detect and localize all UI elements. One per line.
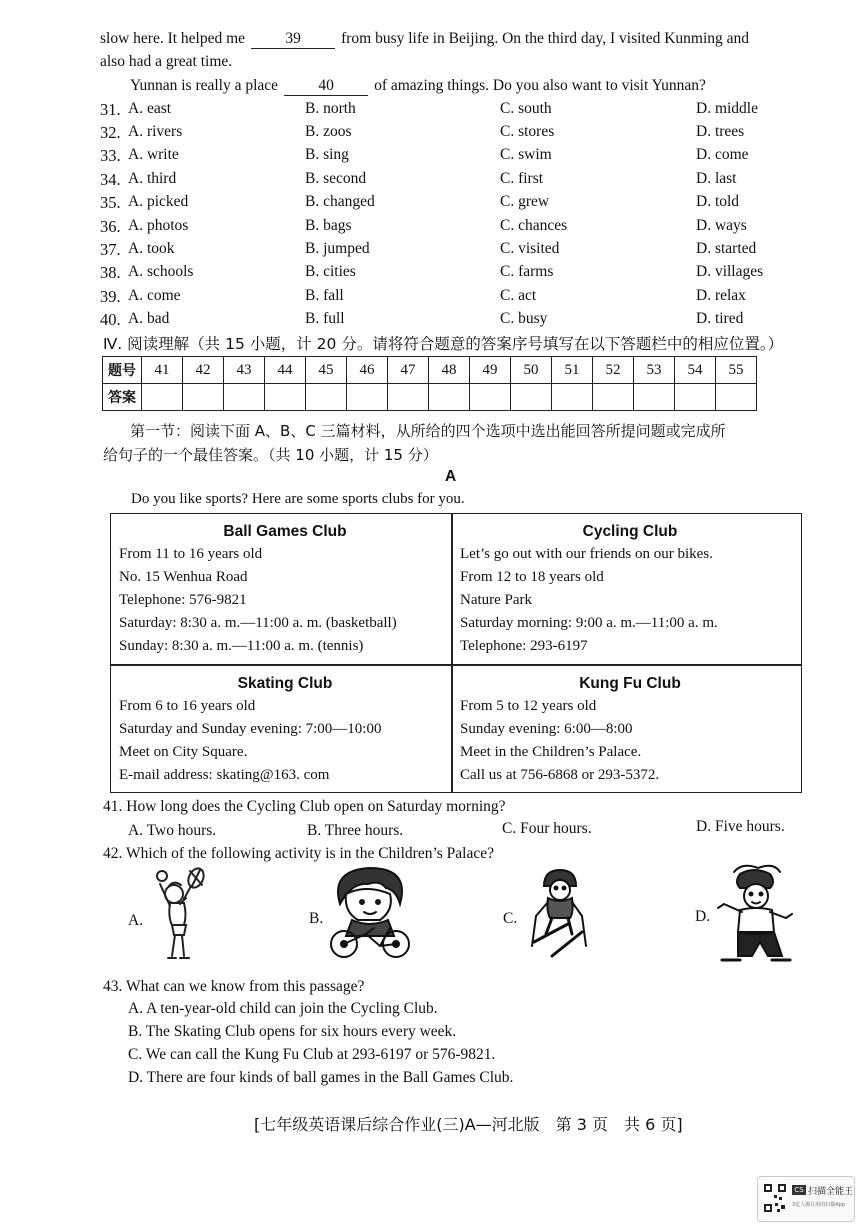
club-line: From 11 to 16 years old bbox=[119, 546, 263, 562]
question-stem-41: 41. How long does the Cycling Club open on Saturday morning? bbox=[103, 798, 506, 815]
option-d: D. ways bbox=[696, 217, 747, 234]
option-a: A. picked bbox=[128, 193, 189, 210]
answer-number: 54 bbox=[675, 357, 716, 384]
question-options-36 bbox=[100, 217, 800, 240]
answer-cell[interactable] bbox=[675, 384, 716, 411]
option-c: C. act bbox=[500, 287, 537, 304]
question-number: 31. bbox=[100, 100, 121, 119]
club-line: Telephone: 576-9821 bbox=[119, 592, 247, 608]
option-c: C. farms bbox=[500, 263, 554, 280]
answer-number: 48 bbox=[429, 357, 470, 384]
part-instructions: 第一节：阅读下面 A、B、C 三篇材料，从所给的四个选项中选出能回答所提问题或完成所 bbox=[130, 422, 726, 440]
club-title: Cycling Club bbox=[582, 523, 678, 540]
answer-number: 45 bbox=[306, 357, 347, 384]
answer-number: 49 bbox=[470, 357, 511, 384]
option-d: D. last bbox=[696, 170, 737, 187]
club-line: From 12 to 18 years old bbox=[460, 569, 604, 585]
option-a: A. rivers bbox=[128, 123, 183, 140]
scanner-badge: CS bbox=[792, 1185, 806, 1195]
answer-cell[interactable] bbox=[511, 384, 552, 411]
option-b: B. full bbox=[305, 310, 345, 327]
option-b: B. second bbox=[305, 170, 367, 187]
club-line: Let’s go out with our friends on our bikes. bbox=[460, 546, 713, 562]
answer-number: 42 bbox=[183, 357, 224, 384]
answer-table-label: 题号 bbox=[103, 357, 142, 384]
option-a: A. come bbox=[128, 287, 181, 304]
question-options-38 bbox=[100, 263, 800, 286]
option-c: C. south bbox=[500, 100, 552, 117]
club-line: Meet on City Square. bbox=[119, 744, 248, 760]
club-line: Sunday: 8:30 a. m.—11:00 a. m. (tennis) bbox=[119, 638, 364, 654]
option-b: B. cities bbox=[305, 263, 356, 280]
answer-table bbox=[102, 356, 757, 411]
club-line: From 6 to 16 years old bbox=[119, 698, 256, 714]
question-number: 37. bbox=[100, 240, 121, 259]
question-options-34 bbox=[100, 170, 800, 193]
scanner-watermark bbox=[757, 1176, 855, 1222]
answer-cell[interactable] bbox=[183, 384, 224, 411]
club-line: Meet in the Children’s Palace. bbox=[460, 744, 642, 760]
club-title: Skating Club bbox=[237, 675, 333, 692]
option-d: D. trees bbox=[696, 123, 745, 140]
option-c: C. grew bbox=[500, 193, 550, 210]
option-d: D. bbox=[695, 908, 711, 925]
cycling-girl-illustration bbox=[322, 864, 418, 964]
question-number: 34. bbox=[100, 170, 121, 189]
option-d: D. relax bbox=[696, 287, 746, 304]
answer-cell[interactable] bbox=[552, 384, 593, 411]
option-a: A. third bbox=[128, 170, 177, 187]
option-c: C. Four hours. bbox=[502, 820, 592, 837]
passage-line-40 bbox=[130, 77, 706, 96]
option-c: C. bbox=[503, 910, 518, 927]
option-a: A. schools bbox=[128, 263, 194, 280]
option-b: B. bbox=[309, 910, 324, 927]
club-line: Saturday morning: 9:00 a. m.—11:00 a. m. bbox=[460, 615, 718, 631]
blank-40: 40 bbox=[284, 77, 368, 96]
option-b: B. fall bbox=[305, 287, 344, 304]
scanner-name: 扫描全能王 bbox=[808, 1187, 854, 1197]
answer-number: 52 bbox=[593, 357, 634, 384]
option-b: B. The Skating Club opens for six hours every week. bbox=[128, 1023, 457, 1040]
club-kung-fu bbox=[452, 666, 800, 792]
option-b: B. bags bbox=[305, 217, 352, 234]
option-c: C. swim bbox=[500, 146, 552, 163]
option-a: A. bad bbox=[128, 310, 170, 327]
option-c: C. chances bbox=[500, 217, 568, 234]
clubs-table bbox=[110, 513, 802, 793]
qr-code-icon bbox=[763, 1183, 787, 1213]
answer-number: 53 bbox=[634, 357, 675, 384]
answer-number: 43 bbox=[224, 357, 265, 384]
club-ball-games bbox=[111, 514, 451, 664]
option-c: C. We can call the Kung Fu Club at 293-6197 or 576-9821. bbox=[128, 1046, 496, 1063]
answer-cell[interactable] bbox=[388, 384, 429, 411]
option-c: C. busy bbox=[500, 310, 548, 327]
blank-39: 39 bbox=[251, 30, 335, 49]
club-title: Kung Fu Club bbox=[579, 675, 681, 692]
question-options-33 bbox=[100, 146, 800, 169]
question-options-32 bbox=[100, 123, 800, 146]
answer-number: 51 bbox=[552, 357, 593, 384]
option-d: D. Five hours. bbox=[696, 818, 785, 835]
club-line: Saturday: 8:30 a. m.—11:00 a. m. (basketball) bbox=[119, 615, 397, 631]
option-c: C. visited bbox=[500, 240, 560, 257]
answer-table-number-row bbox=[103, 357, 757, 384]
answer-number: 46 bbox=[347, 357, 388, 384]
question-number: 36. bbox=[100, 217, 121, 236]
answer-cell[interactable] bbox=[716, 384, 757, 411]
passage-intro: Do you like sports? Here are some sports clubs for you. bbox=[131, 491, 465, 507]
question-options-31 bbox=[100, 100, 800, 123]
question-number: 40. bbox=[100, 310, 121, 329]
question-number: 32. bbox=[100, 123, 121, 142]
page-footer: [七年级英语课后综合作业(三)A—河北版 第 3 页 共 6 页] bbox=[254, 1115, 683, 1134]
skier-illustration bbox=[528, 866, 590, 962]
option-b: B. zoos bbox=[305, 123, 352, 140]
section-heading: Ⅳ. 阅读理解（共 15 小题，计 20 分。请将符合题意的答案序号填写在以下答题栏中的相应位置。） bbox=[103, 335, 784, 353]
answer-cell[interactable] bbox=[224, 384, 265, 411]
passage-text: of amazing things. Do you also want to visit Yunnan? bbox=[374, 77, 706, 94]
club-line: From 5 to 12 years old bbox=[460, 698, 597, 714]
question-number: 35. bbox=[100, 193, 121, 212]
option-a: A. took bbox=[128, 240, 175, 257]
club-line: Call us at 756-6868 or 293-5372. bbox=[460, 767, 660, 783]
passage-text: slow here. It helped me bbox=[100, 30, 246, 47]
passage-line: also had a great time. bbox=[100, 53, 233, 70]
question-options-39 bbox=[100, 287, 800, 310]
option-d: D. tired bbox=[696, 310, 744, 327]
answer-number: 44 bbox=[265, 357, 306, 384]
question-stem-43: 43. What can we know from this passage? bbox=[103, 978, 365, 995]
part-instructions: 给句子的一个最佳答案。（共 10 小题，计 15 分） bbox=[103, 446, 438, 464]
option-a: A. photos bbox=[128, 217, 189, 234]
question-number: 33. bbox=[100, 146, 121, 165]
option-a: A. east bbox=[128, 100, 172, 117]
option-b: B. jumped bbox=[305, 240, 370, 257]
option-a: A. A ten-year-old child can join the Cycling Club. bbox=[128, 1000, 438, 1017]
answer-cell[interactable] bbox=[634, 384, 675, 411]
club-line: Sunday evening: 6:00—8:00 bbox=[460, 721, 633, 737]
passage-text: Yunnan is really a place bbox=[130, 77, 279, 94]
question-number: 39. bbox=[100, 287, 121, 306]
question-options-35 bbox=[100, 193, 800, 216]
club-title: Ball Games Club bbox=[223, 523, 347, 540]
tennis-player-illustration bbox=[140, 866, 212, 964]
option-d: D. There are four kinds of ball games in the Ball Games Club. bbox=[128, 1069, 514, 1086]
answer-cell[interactable] bbox=[265, 384, 306, 411]
answer-number: 50 bbox=[511, 357, 552, 384]
answer-cell[interactable] bbox=[429, 384, 470, 411]
answer-cell[interactable] bbox=[593, 384, 634, 411]
option-c: C. first bbox=[500, 170, 544, 187]
passage-line-39 bbox=[100, 30, 749, 49]
kung-fu-kid-illustration bbox=[714, 862, 800, 968]
club-cycling bbox=[452, 514, 800, 664]
answer-table-label: 答案 bbox=[103, 384, 142, 411]
club-line: E-mail address: skating@163. com bbox=[119, 767, 330, 783]
question-stem-42: 42. Which of the following activity is in the Children’s Palace? bbox=[103, 845, 495, 862]
club-skating bbox=[111, 666, 451, 792]
club-line: Saturday and Sunday evening: 7:00—10:00 bbox=[119, 721, 382, 737]
option-b: B. sing bbox=[305, 146, 349, 163]
option-d: D. villages bbox=[696, 263, 764, 280]
scanner-tagline: 3亿人都在用的扫描App bbox=[792, 1202, 845, 1208]
answer-cell[interactable] bbox=[470, 384, 511, 411]
answer-cell[interactable] bbox=[347, 384, 388, 411]
answer-number: 55 bbox=[716, 357, 757, 384]
option-a: A. bbox=[128, 912, 144, 929]
club-line: Nature Park bbox=[460, 592, 533, 608]
option-a: A. write bbox=[128, 146, 179, 163]
passage-letter: A bbox=[445, 468, 457, 485]
passage-text: from busy life in Beijing. On the third day, I visited Kunming and bbox=[341, 30, 750, 47]
answer-cell[interactable] bbox=[306, 384, 347, 411]
option-b: B. changed bbox=[305, 193, 375, 210]
option-d: D. middle bbox=[696, 100, 758, 117]
option-b: B. Three hours. bbox=[307, 822, 404, 839]
question-number: 38. bbox=[100, 263, 121, 282]
option-d: D. started bbox=[696, 240, 757, 257]
option-d: D. come bbox=[696, 146, 749, 163]
answer-table-answer-row bbox=[103, 384, 757, 411]
option-d: D. told bbox=[696, 193, 740, 210]
answer-number: 47 bbox=[388, 357, 429, 384]
option-a: A. Two hours. bbox=[128, 822, 217, 839]
answer-number: 41 bbox=[142, 357, 183, 384]
option-c: C. stores bbox=[500, 123, 555, 140]
question-options-40 bbox=[100, 310, 800, 333]
option-b: B. north bbox=[305, 100, 356, 117]
club-line: Telephone: 293-6197 bbox=[460, 638, 588, 654]
answer-cell[interactable] bbox=[142, 384, 183, 411]
club-line: No. 15 Wenhua Road bbox=[119, 569, 248, 585]
question-options-37 bbox=[100, 240, 800, 263]
